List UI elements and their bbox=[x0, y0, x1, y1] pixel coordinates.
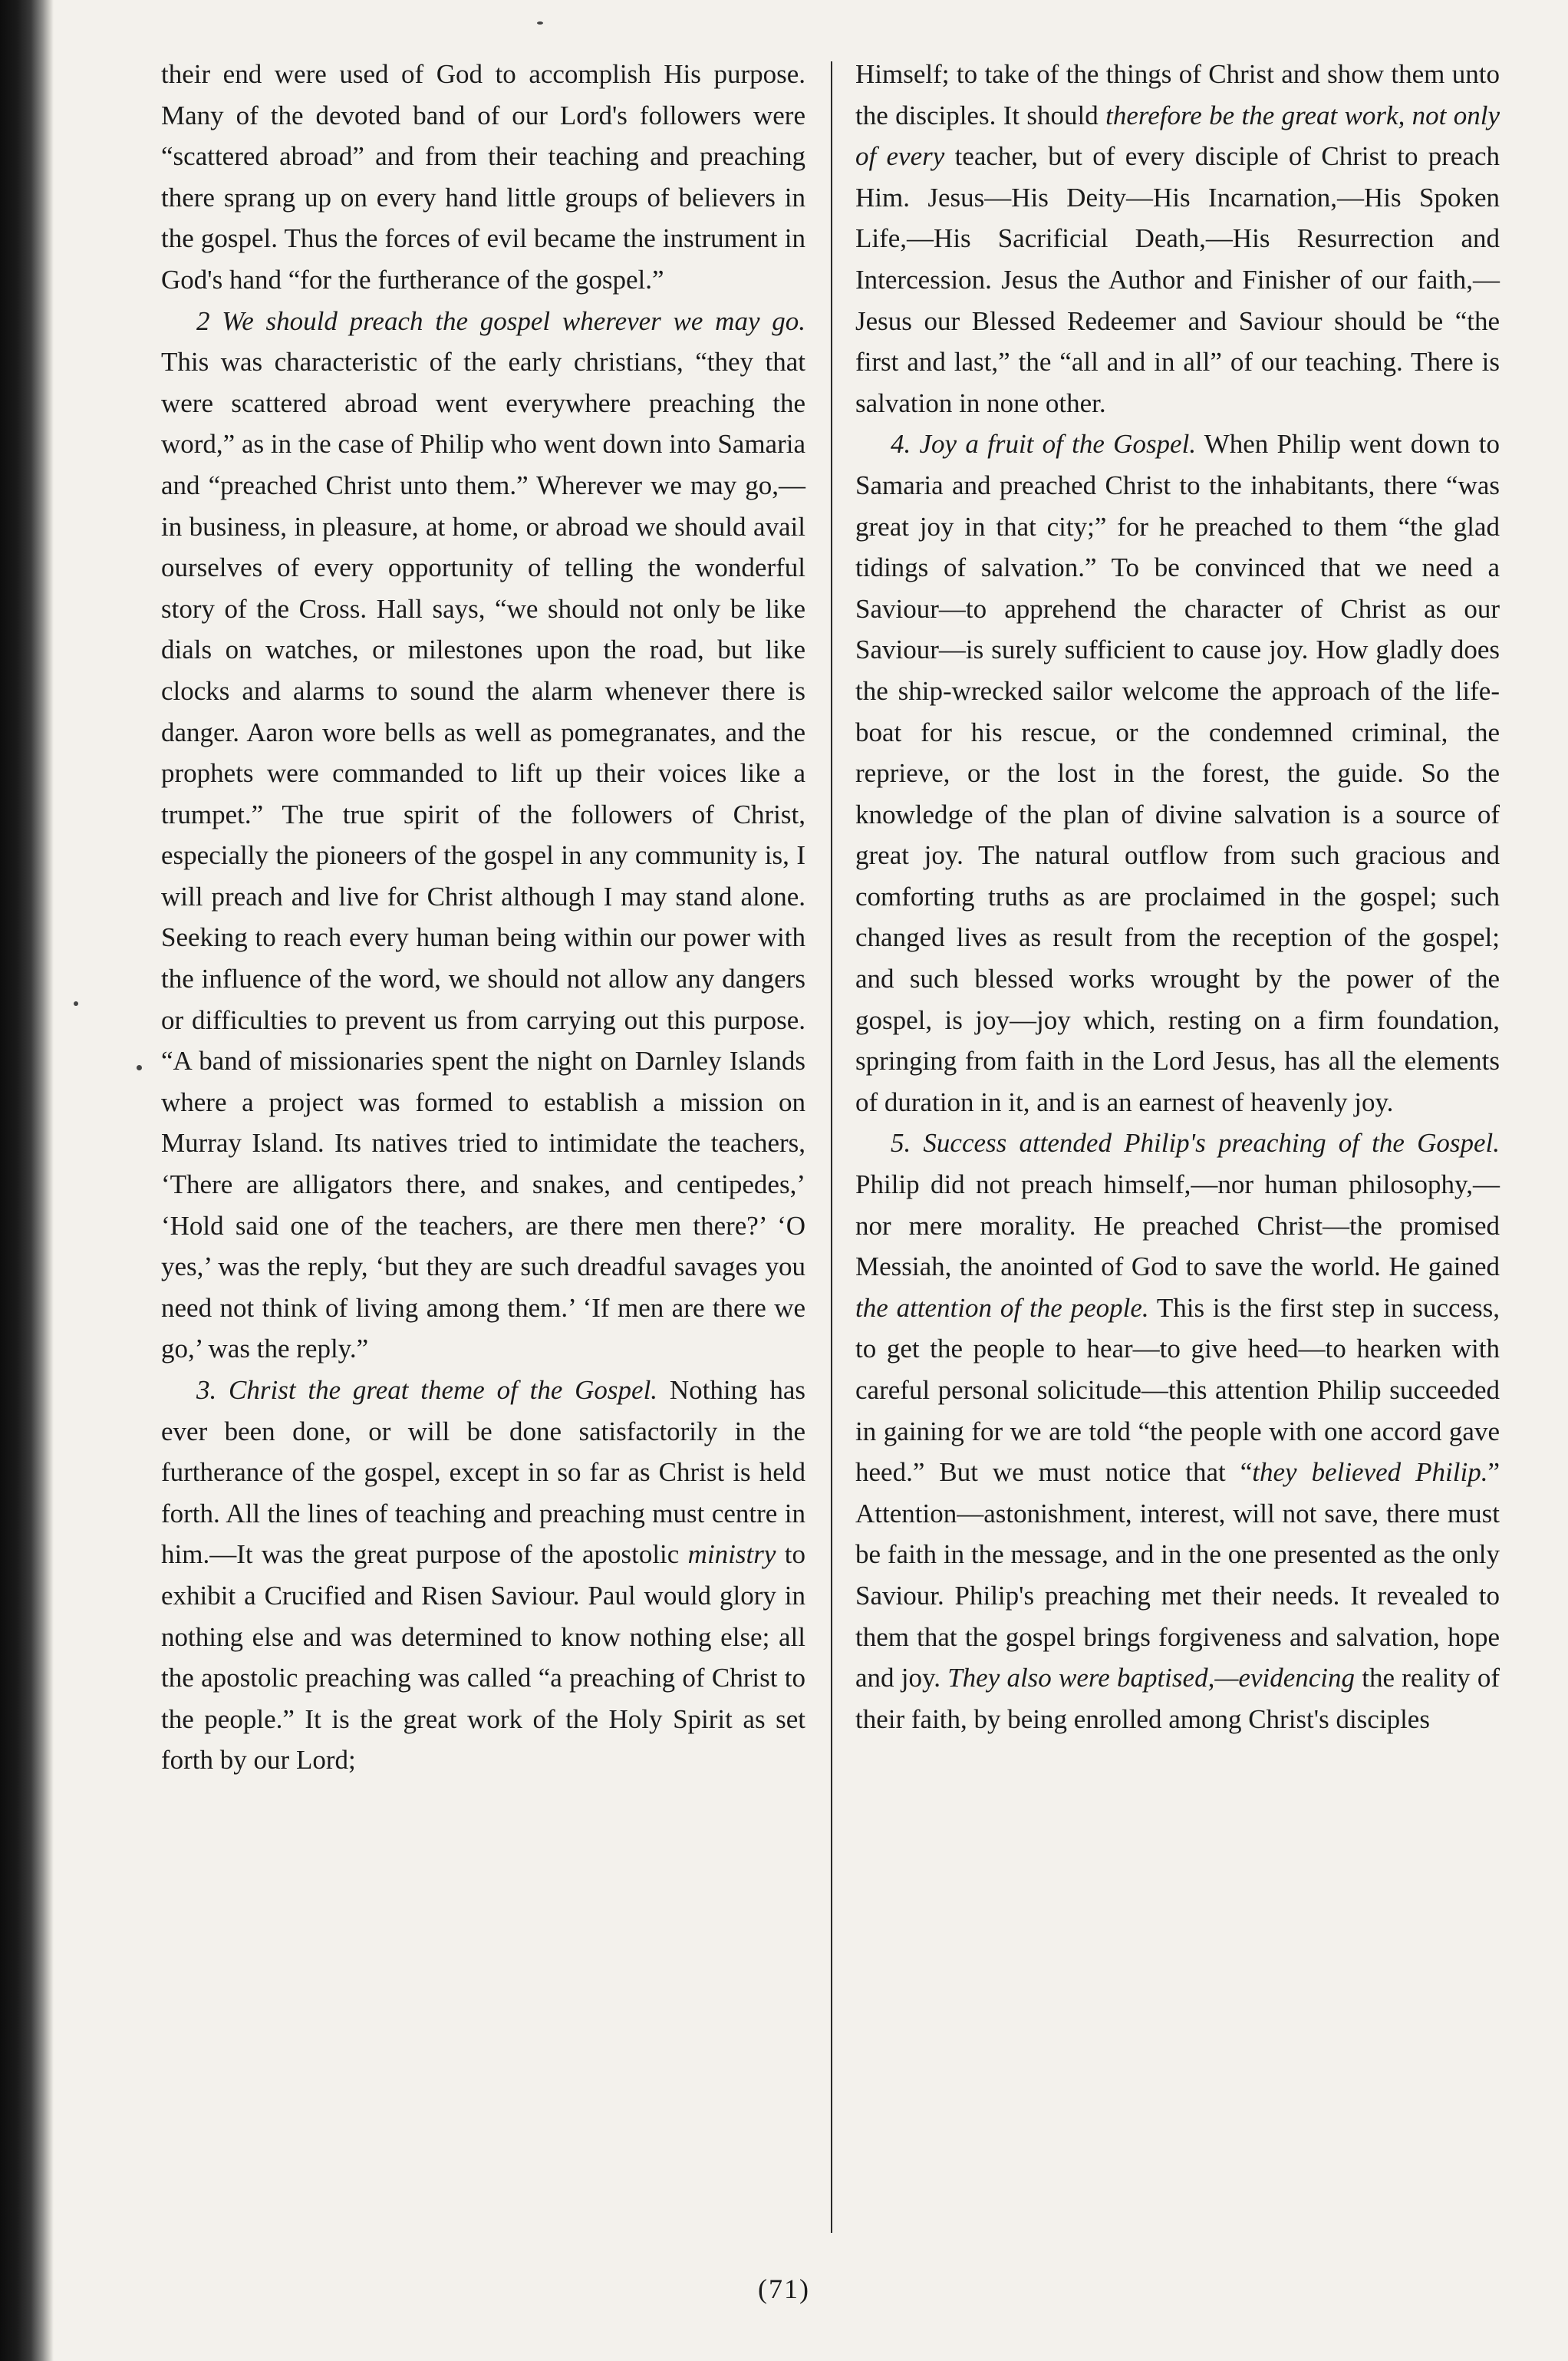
paragraph-intro: their end were used of God to accomplish His purpose. Many of the devoted band of our Lord's followers were “scattered abroad” and from their teaching and preaching there sprang up on every hand little groups of believers in the gospel. Thus the forces of evil became the instrument in God's hand “for the furtherance of the gospel.” bbox=[161, 59, 805, 295]
section-2-body: This was characteristic of the early christians, “they that were scattered abroad went everywhere preaching the word,” as in the case of Philip who went down into Samaria and “preached Christ unto them.” Wherever we may go,—in business, in pleasure, at home, or abroad we should avail ourselves of every opportunity of telling the wonderful story of the Cross. Hall says, “we should not only be like dials on watches, or milestones upon the road, but like clocks and alarms to sound the alarm whenever there is danger. Aaron wore bells as well as pomegranates, and the prophets were commanded to lift up their voices like a trumpet.” The true spirit of the followers of Christ, especially the pioneers of the gospel in any community is, I will preach and live for Christ although I may stand alone. Seeking to reach every human being within our power with the influence of the word, we should not allow any dangers or difficulties to prevent us from carrying out this purpose. “A band of missionaries spent the night on Darnley Islands where a project was formed to establish a mission on Murray Island. Its natives tried to intimidate the teachers, ‘There are alligators there, and snakes, and centipedes,’ ‘Hold said one of the teachers, are there men there?’ ‘O yes,’ was the reply, ‘but they are such dreadful savages you need not think of living among them.’ ‘If men are there we go,’ was the reply.” bbox=[161, 347, 805, 1364]
section-4-body: When Philip went down to Samaria and preached Christ to the inhabitants, there “was great joy in that city;” for he preached to them “the glad tidings of salvation.” To be convinced that we need a Saviour—to apprehend the character of Christ as our Saviour—is surely sufficient to cause joy. How gladly does the ship-wrecked sailor welcome the approach of the life-boat for his rescue, or the condemned criminal, the reprieve, or the lost in the forest, the guide. So the knowledge of the plan of divine salvation is a source of great joy. The natural outflow from such gracious and comforting truths as are proclaimed in the gospel; such changed lives as result from the reception of the gospel; and such blessed works wrought by the power of the gospel, is joy—joy which, resting on a firm foundation, springing from faith in the Lord Jesus, has all the elements of duration in it, and is an earnest of heavenly joy. bbox=[855, 429, 1500, 1117]
paragraph-continued bbox=[855, 54, 1500, 424]
section-4 bbox=[855, 424, 1500, 1123]
section-3 bbox=[161, 1370, 805, 1781]
section-3-body-cont: to exhibit a Crucified and Risen Saviour. Paul would glory in nothing else and was determined to know nothing else; all the apostolic preaching was called “a preaching of Christ to the people.” It is the great work of the Holy Spirit as set forth by our Lord; bbox=[161, 1539, 805, 1776]
left-column bbox=[161, 54, 805, 1781]
section-5-body: Philip did not preach himself,—nor human philosophy,—nor mere morality. He preached Christ—the promised Messiah, the anointed of God to save the world. He gained bbox=[855, 1169, 1500, 1282]
continued-emphasis: therefore be the great work, not only of every bbox=[855, 100, 1500, 172]
section-5-body-cont: This is the first step in success, to get the people to hear—to give heed—to hearken with careful personal solicitude—this attention Philip succeeded in gaining for we are told “the people with one accord gave heed.” But we must notice that “ bbox=[855, 1292, 1500, 1488]
section-5-heading: 5. Success attended Philip's preaching of the Gospel. bbox=[891, 1128, 1500, 1159]
column-divider bbox=[831, 61, 832, 2233]
section-3-body: Nothing has ever been done, or will be done satisfactorily in the furtherance of the gospel, except in so far as Christ is held forth. All the lines of teaching and preaching must centre in him.—It was the great purpose of the apostolic bbox=[161, 1375, 805, 1570]
ink-speck bbox=[74, 1001, 78, 1006]
continued-text: Himself; to take of the things of Christ and show them unto the disciples. It should bbox=[855, 59, 1500, 130]
continued-text-cont: teacher, but of every disciple of Christ to preach Him. Jesus—His Deity—His Incarnation,—His Spoken Life,—His Sacrificial Death,—His Resurrection and Intercession. Jesus the Author and Finisher of our faith,—Jesus our Blessed Redeemer and Saviour should be “the first and last,” the “all and in all” of our teaching. There is salvation in none other. bbox=[855, 141, 1500, 418]
right-column bbox=[855, 54, 1500, 1739]
ink-speck bbox=[137, 1065, 142, 1070]
section-3-emphasis: ministry bbox=[687, 1539, 776, 1570]
section-3-heading: 3. Christ the great theme of the Gospel. bbox=[196, 1375, 658, 1405]
section-2 bbox=[161, 301, 805, 1370]
section-5-emphasis-3: They also were baptised,—evidencing bbox=[947, 1663, 1356, 1693]
page-number: (71) bbox=[758, 2274, 810, 2304]
section-4-heading: 4. Joy a fruit of the Gospel. bbox=[891, 429, 1197, 460]
section-5 bbox=[855, 1123, 1500, 1739]
section-5-body-cont-2: ” Attention—astonishment, interest, will not save, there must be faith in the message, and in the one presented as the only Saviour. Philip's preaching met their needs. It revealed to them that the gospel brings forgiveness and salvation, hope and joy. bbox=[855, 1457, 1500, 1693]
section-5-emphasis-1: the attention of the people. bbox=[855, 1292, 1149, 1323]
ink-speck bbox=[537, 21, 543, 25]
section-5-emphasis-2: they believed Philip. bbox=[1252, 1457, 1488, 1488]
book-page bbox=[161, 54, 1511, 2279]
section-5-body-cont-3: the reality of their faith, by being enrolled among Christ's disciples bbox=[855, 1663, 1500, 1734]
book-binding-shadow bbox=[0, 0, 54, 2361]
section-2-heading: 2 We should preach the gospel wherever we may go. bbox=[196, 305, 805, 336]
